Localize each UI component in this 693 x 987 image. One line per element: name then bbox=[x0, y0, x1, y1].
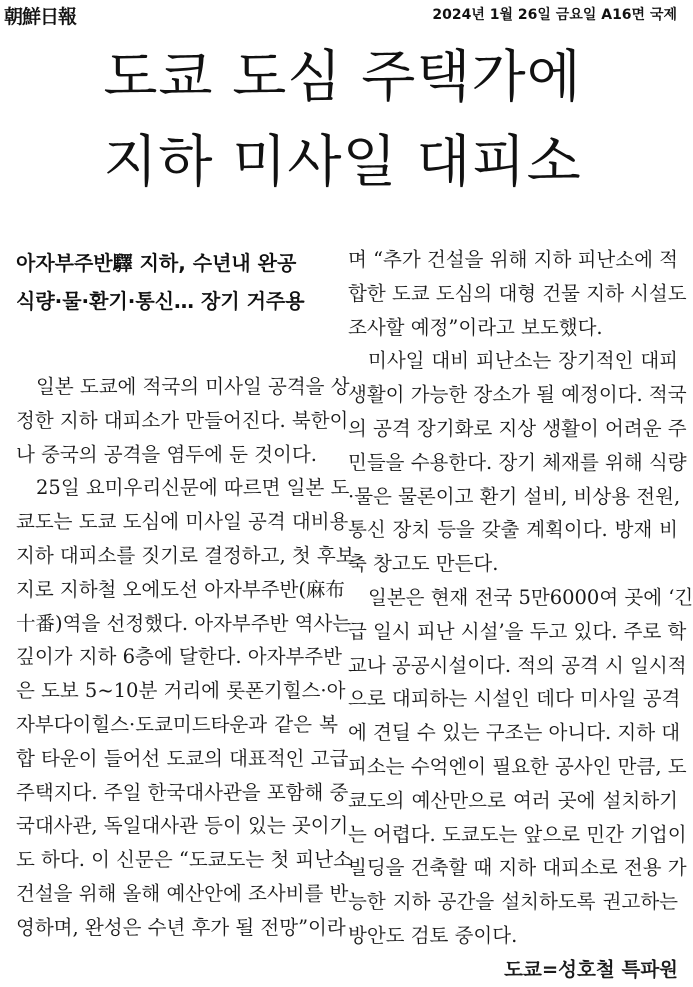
byline: 도쿄=성호철 특파원 bbox=[504, 957, 678, 981]
subheadline bbox=[16, 244, 336, 320]
body-line: 미사일 대비 피난소는 장기적인 대피 bbox=[368, 349, 678, 373]
body-line: 빌딩을 건축할 때 지하 대피소로 전용 가 bbox=[348, 856, 687, 880]
dateline: 2024년 1월 26일 금요일 A16면 국제 bbox=[432, 7, 677, 23]
body-line: 일본은 현재 전국 5만6000여 곳에 ‘긴 bbox=[368, 585, 693, 609]
body-line: 조사할 예정”이라고 보도했다. bbox=[348, 315, 603, 339]
article-column-right bbox=[348, 243, 693, 987]
body-line: 에 견딜 수 있는 구조는 아니다. 지하 대 bbox=[348, 721, 681, 745]
article-column-left bbox=[16, 370, 355, 945]
body-line: 자부다이힐스·도쿄미드타운과 같은 복 bbox=[16, 712, 338, 736]
newspaper-logo: 朝鮮日報 bbox=[4, 6, 77, 28]
body-line: 지로 지하철 오에도선 아자부주반(麻布 bbox=[16, 577, 345, 601]
body-line: 피소는 수억엔이 필요한 공사인 만큼, 도 bbox=[348, 754, 687, 778]
body-line: ·물은 물론이고 환기 설비, 비상용 전원, bbox=[348, 484, 681, 508]
body-line: 는 어렵다. 도쿄도는 앞으로 민간 기업이 bbox=[348, 822, 687, 846]
body-line: 능한 지하 공간을 설치하도록 권고하는 bbox=[348, 890, 678, 914]
body-line: 생활이 가능한 장소가 될 예정이다. 적국 bbox=[348, 383, 687, 407]
body-line: 건설을 위해 올해 예산안에 조사비를 반 bbox=[16, 881, 349, 905]
body-line-text: 방안도 검토 중이다. bbox=[348, 923, 518, 947]
body-line: 쿄도는 도쿄 도심에 미사일 공격 대비용 bbox=[16, 510, 349, 534]
body-line: 영하며, 완성은 수년 후가 될 전망”이라 bbox=[16, 915, 346, 939]
body-line: 합한 도쿄 도심의 대형 건물 지하 시설도 bbox=[348, 281, 687, 305]
body-line: 주택지다. 주일 한국대사관을 포함해 중 bbox=[16, 780, 349, 804]
body-line: 25일 요미우리신문에 따르면 일본 도 bbox=[36, 476, 350, 500]
body-line: 며 “추가 건설을 위해 지하 피난소에 적 bbox=[348, 248, 678, 271]
body-line: 깊이가 지하 6층에 달한다. 아자부주반 bbox=[16, 645, 342, 669]
body-line: 일본 도쿄에 적국의 미사일 공격을 상 bbox=[36, 375, 350, 398]
body-line: 은 도보 5~10분 거리에 롯폰기힐스·아 bbox=[16, 679, 346, 703]
body-line: 정한 지하 대피소가 만들어진다. 북한이 bbox=[16, 408, 349, 432]
subheadline-line: 식량·물·환기·통신… 장기 거주용 bbox=[16, 289, 305, 313]
body-line: 쿄도의 예산만으로 여러 곳에 설치하기 bbox=[348, 788, 678, 812]
body-line: 나 중국의 공격을 염두에 둔 것이다. bbox=[16, 442, 317, 466]
body-line: 통신 장치 등을 갖출 계획이다. 방재 비 bbox=[348, 518, 678, 542]
body-line: 축 창고도 만든다. bbox=[348, 552, 499, 576]
body-line: 으로 대피하는 시설인 데다 미사일 공격 bbox=[348, 687, 681, 711]
headline-line-2: 지하 미사일 대피소 bbox=[103, 130, 582, 195]
body-line: 국대사관, 독일대사관 등이 있는 곳이기 bbox=[16, 814, 349, 838]
body-line: 의 공격 장기화로 지상 생활이 어려운 주 bbox=[348, 416, 687, 440]
body-line: 十番)역을 선정했다. 아자부주반 역사는 bbox=[16, 611, 352, 635]
body-line: 급 일시 피난 시설’을 두고 있다. 주로 학 bbox=[348, 619, 687, 643]
subheadline-line: 아자부주반驛 지하, 수년내 완공 bbox=[16, 251, 297, 275]
body-line: 교나 공공시설이다. 적의 공격 시 일시적 bbox=[348, 653, 687, 677]
headline-line-1: 도쿄 도심 주택가에 bbox=[103, 45, 582, 110]
body-line: 도 하다. 이 신문은 “도쿄도는 첫 피난소 bbox=[16, 848, 352, 872]
body-line: 민들을 수용한다. 장기 체재를 위해 식량 bbox=[348, 450, 687, 474]
body-line-final bbox=[348, 919, 678, 981]
body-line: 지하 대피소를 짓기로 결정하고, 첫 후보 bbox=[16, 543, 355, 567]
body-line: 합 타운이 들어선 도쿄의 대표적인 고급 bbox=[16, 746, 349, 770]
